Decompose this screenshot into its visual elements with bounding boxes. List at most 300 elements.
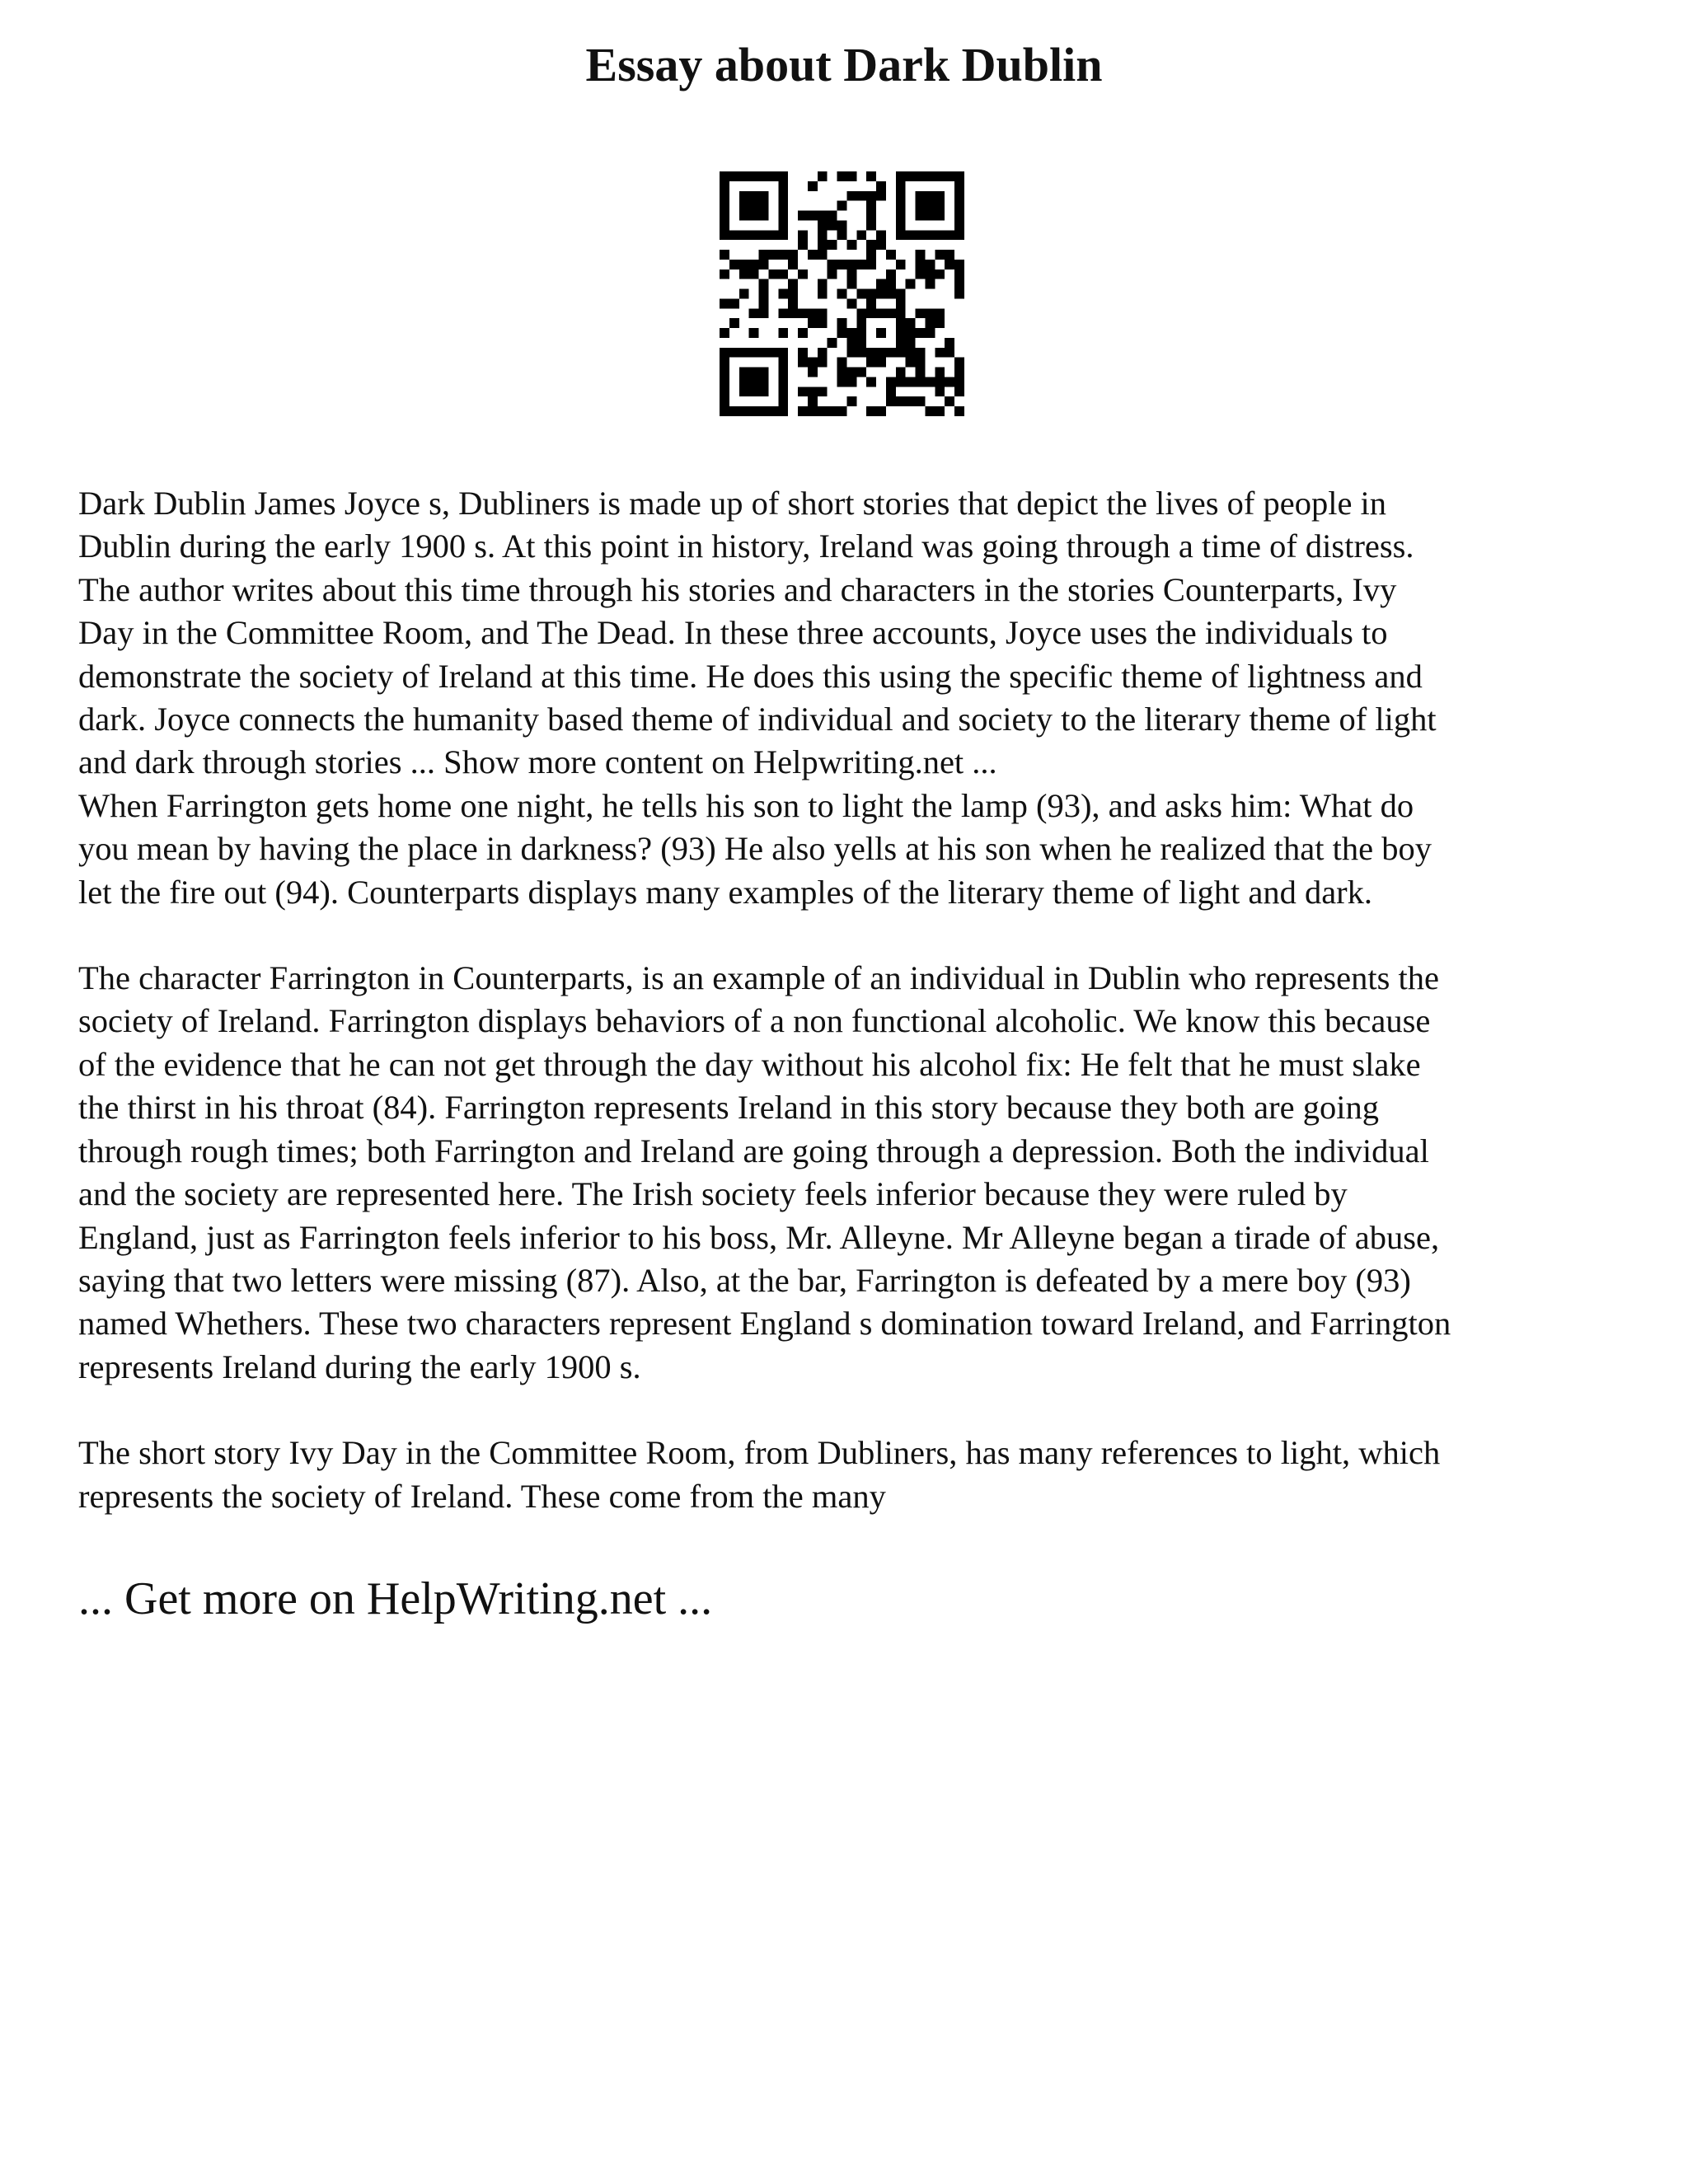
qr-module <box>808 250 818 260</box>
paragraph-ivy-day: The short story Ivy Day in the Committee Room, from Dubliners, has many references to light, which represents the society of Ireland. These come from the many <box>78 1434 1441 1515</box>
qr-module <box>749 328 759 338</box>
qr-module <box>876 191 886 201</box>
qr-module <box>759 279 769 289</box>
qr-module <box>916 368 926 377</box>
qr-module <box>837 368 847 377</box>
qr-module <box>916 211 926 221</box>
qr-module <box>768 348 778 358</box>
qr-module <box>818 240 828 250</box>
qr-module <box>916 358 926 368</box>
qr-module <box>906 318 916 328</box>
qr-module <box>846 328 856 338</box>
qr-module <box>720 250 729 260</box>
qr-module <box>808 396 818 406</box>
qr-module <box>739 230 749 240</box>
qr-module <box>876 358 886 368</box>
qr-module <box>788 260 798 269</box>
qr-module <box>866 260 876 269</box>
qr-module <box>866 348 876 358</box>
qr-module <box>856 308 866 318</box>
qr-module <box>935 368 945 377</box>
qr-module <box>846 377 856 387</box>
qr-module <box>916 377 926 387</box>
qr-module <box>866 250 876 260</box>
qr-module <box>749 348 759 358</box>
qr-module <box>818 308 828 318</box>
qr-module <box>739 348 749 358</box>
qr-module <box>856 260 866 269</box>
qr-module <box>925 279 935 289</box>
qr-module <box>866 298 876 308</box>
qr-module <box>916 250 926 260</box>
qr-module <box>739 201 749 211</box>
qr-module <box>916 396 926 406</box>
qr-module <box>896 220 906 230</box>
qr-module <box>876 289 886 299</box>
qr-module <box>720 181 729 191</box>
qr-module <box>876 181 886 191</box>
qr-module <box>945 377 954 387</box>
qr-module <box>778 181 788 191</box>
qr-module <box>886 269 896 279</box>
qr-module <box>768 230 778 240</box>
qr-module <box>846 338 856 348</box>
qr-module <box>896 201 906 211</box>
qr-module <box>749 230 759 240</box>
qr-module <box>925 211 935 221</box>
qr-module <box>916 191 926 201</box>
qr-module <box>945 230 954 240</box>
qr-module <box>896 308 906 318</box>
qr-module <box>798 269 808 279</box>
qr-module <box>818 348 828 358</box>
qr-module <box>954 377 964 387</box>
qr-module <box>759 250 769 260</box>
qr-module <box>720 201 729 211</box>
qr-module <box>818 358 828 368</box>
qr-module <box>896 318 906 328</box>
qr-module <box>896 289 906 299</box>
qr-module <box>906 338 916 348</box>
essay-body <box>78 482 1628 1518</box>
qr-module <box>906 396 916 406</box>
qr-module <box>778 377 788 387</box>
qr-module <box>759 289 769 299</box>
qr-module <box>729 260 739 269</box>
qr-module <box>896 328 906 338</box>
qr-module <box>896 211 906 221</box>
qr-module <box>808 358 818 368</box>
qr-module <box>856 368 866 377</box>
qr-module <box>935 387 945 396</box>
qr-module <box>768 269 778 279</box>
qr-module <box>896 377 906 387</box>
qr-module <box>837 328 847 338</box>
qr-module <box>828 240 837 250</box>
qr-module <box>818 220 828 230</box>
qr-module <box>720 406 729 416</box>
qr-module <box>846 171 856 181</box>
qr-module <box>876 406 886 416</box>
qr-module <box>896 260 906 269</box>
qr-module <box>925 269 935 279</box>
qr-module <box>945 171 954 181</box>
qr-module <box>808 318 818 328</box>
qr-module <box>856 230 866 240</box>
qr-module <box>935 211 945 221</box>
qr-module <box>778 289 788 299</box>
qr-module <box>739 406 749 416</box>
qr-module <box>759 308 769 318</box>
qr-module <box>778 348 788 358</box>
qr-module <box>837 201 847 211</box>
qr-module <box>886 387 896 396</box>
qr-module <box>739 289 749 299</box>
qr-module <box>886 396 896 406</box>
qr-module <box>828 338 837 348</box>
qr-module <box>808 308 818 318</box>
qr-module <box>866 240 876 250</box>
qr-module <box>720 298 729 308</box>
qr-module <box>729 230 739 240</box>
qr-module <box>916 260 926 269</box>
qr-module <box>828 220 837 230</box>
qr-module <box>798 308 808 318</box>
qr-module <box>808 181 818 191</box>
qr-module <box>945 396 954 406</box>
qr-module <box>759 171 769 181</box>
qr-module <box>916 328 926 338</box>
qr-module <box>778 368 788 377</box>
qr-module <box>818 289 828 299</box>
qr-module <box>818 171 828 181</box>
qr-module <box>837 260 847 269</box>
qr-module <box>925 201 935 211</box>
qr-module <box>925 328 935 338</box>
qr-module <box>876 348 886 358</box>
qr-module <box>935 269 945 279</box>
qr-module <box>749 260 759 269</box>
qr-module <box>768 171 778 181</box>
qr-module <box>954 191 964 201</box>
qr-module <box>818 387 828 396</box>
qr-module <box>896 348 906 358</box>
qr-module <box>798 240 808 250</box>
qr-module <box>778 387 788 396</box>
qr-module <box>876 308 886 318</box>
qr-module <box>749 377 759 387</box>
qr-module <box>739 269 749 279</box>
qr-module <box>886 308 896 318</box>
qr-module <box>798 406 808 416</box>
qr-module <box>720 211 729 221</box>
qr-module <box>788 250 798 260</box>
qr-module <box>778 308 788 318</box>
qr-module <box>808 387 818 396</box>
qr-module <box>837 358 847 368</box>
qr-module <box>886 250 896 260</box>
qr-module <box>749 269 759 279</box>
qr-module <box>837 220 847 230</box>
qr-module <box>954 201 964 211</box>
qr-module <box>749 201 759 211</box>
qr-module <box>916 348 926 358</box>
qr-module <box>935 406 945 416</box>
qr-module <box>720 348 729 358</box>
qr-module <box>778 220 788 230</box>
qr-module <box>798 387 808 396</box>
qr-module <box>749 387 759 396</box>
qr-module <box>808 368 818 377</box>
qr-module <box>925 308 935 318</box>
qr-module <box>798 328 808 338</box>
qr-module <box>954 171 964 181</box>
qr-module <box>749 308 759 318</box>
qr-module <box>866 289 876 299</box>
qr-module <box>749 171 759 181</box>
qr-module <box>739 191 749 201</box>
qr-module <box>846 260 856 269</box>
paragraph-farrington-home: When Farrington gets home one night, he tells his son to light the lamp (93), and asks him: What do you mean by having the place in darkness? (93) He also yells at his son when he realized that the boy let the fire out (94). Counterparts displays many examples of the literary theme of light and dark. <box>78 786 1432 911</box>
paragraph-farrington-character: The character Farrington in Counterparts, is an example of an individual in Dublin who represents the society of Ireland. Farrington displays behaviors of a non functional alcoholic. We know this because of the evidence that he can not get through the day without his alcohol fix: He felt that he must slake the thirst in his throat (84). Farrington represents Ireland in this story because they both are going through rough times; both Farrington and Ireland are going through a depression. Both the individual and the society are represented here. The Irish society feels inferior because they were ruled by England, just as Farrington feels inferior to his boss, Mr. Alleyne. Mr Alleyne began a tirade of abuse, saying that two letters were missing (87). Also, at the bar, Farrington is defeated by a mere boy (93) named Whethers. These two characters represent England s domination toward Ireland, and Farrington represents Ireland during the early 1900 s. <box>78 959 1451 1385</box>
qr-module <box>788 298 798 308</box>
qr-module <box>896 298 906 308</box>
qr-module <box>866 211 876 221</box>
qr-module <box>739 171 749 181</box>
qr-module <box>866 377 876 387</box>
qr-module <box>778 191 788 201</box>
qr-module <box>828 211 837 221</box>
qr-module <box>866 191 876 201</box>
get-more-link[interactable]: ... Get more on HelpWriting.net ... <box>78 1573 713 1624</box>
qr-module <box>945 250 954 260</box>
qr-module <box>925 377 935 387</box>
qr-module <box>788 308 798 318</box>
qr-module <box>778 328 788 338</box>
qr-module <box>954 387 964 396</box>
qr-module <box>788 289 798 299</box>
qr-module <box>778 396 788 406</box>
qr-module <box>759 348 769 358</box>
qr-module <box>954 230 964 240</box>
qr-module <box>837 377 847 387</box>
qr-module <box>759 377 769 387</box>
qr-module <box>935 348 945 358</box>
qr-module <box>778 201 788 211</box>
qr-module <box>866 358 876 368</box>
qr-module <box>798 358 808 368</box>
qr-module <box>818 250 828 260</box>
qr-module <box>739 260 749 269</box>
qr-module <box>808 406 818 416</box>
qr-module <box>925 191 935 201</box>
qr-module <box>818 211 828 221</box>
qr-module <box>916 171 926 181</box>
qr-module <box>837 171 847 181</box>
qr-module <box>866 406 876 416</box>
qr-module <box>856 289 866 299</box>
qr-module <box>759 191 769 201</box>
qr-module <box>906 171 916 181</box>
qr-module <box>925 406 935 416</box>
qr-module <box>916 269 926 279</box>
qr-module <box>720 328 729 338</box>
qr-module <box>945 338 954 348</box>
qr-module <box>906 348 916 358</box>
qr-module <box>886 279 896 289</box>
qr-module <box>954 279 964 289</box>
qr-module <box>954 368 964 377</box>
qr-module <box>866 308 876 318</box>
qr-module <box>828 269 837 279</box>
qr-module <box>925 260 935 269</box>
qr-module <box>778 211 788 221</box>
qr-module <box>720 171 729 181</box>
qr-module <box>846 269 856 279</box>
qr-module <box>759 230 769 240</box>
qr-module <box>945 348 954 358</box>
qr-module <box>846 240 856 250</box>
qr-module <box>828 260 837 269</box>
qr-module <box>876 240 886 250</box>
qr-module <box>866 171 876 181</box>
qr-module <box>856 191 866 201</box>
qr-code-icon <box>720 171 964 416</box>
qr-module <box>906 279 916 289</box>
qr-module <box>925 171 935 181</box>
qr-module <box>954 181 964 191</box>
paragraph-intro: Dark Dublin James Joyce s, Dubliners is made up of short stories that depict the lives of people in Dublin during the early 1900 s. At this point in history, Ireland was going through a time of distress. The author writes about this time through his stories and characters in the stories Counterparts, Ivy Day in the Committee Room, and The Dead. In these three accounts, Joyce uses the individuals to demonstrate the society of Ireland at this time. He does this using the specific theme of lightness and dark. Joyce connects the humanity based theme of individual and society to the literary theme of light and dark through stories ... Show more content on Helpwriting.net ... <box>78 485 1437 781</box>
qr-module <box>906 230 916 240</box>
qr-module <box>818 279 828 289</box>
qr-module <box>759 368 769 377</box>
qr-module <box>856 338 866 348</box>
qr-module <box>749 368 759 377</box>
qr-module <box>749 191 759 201</box>
qr-module <box>837 230 847 240</box>
qr-module <box>739 368 749 377</box>
qr-module <box>828 406 837 416</box>
qr-module <box>720 387 729 396</box>
qr-module <box>778 171 788 181</box>
qr-module <box>818 230 828 240</box>
qr-module <box>954 358 964 368</box>
qr-module <box>846 348 856 358</box>
qr-module <box>954 220 964 230</box>
qr-module <box>837 318 847 328</box>
qr-module <box>925 318 935 328</box>
qr-module <box>896 230 906 240</box>
qr-module <box>739 377 749 387</box>
qr-module <box>846 396 856 406</box>
qr-module <box>886 348 896 358</box>
qr-module <box>720 269 729 279</box>
qr-module <box>935 250 945 260</box>
qr-module <box>720 368 729 377</box>
qr-module <box>720 396 729 406</box>
qr-module <box>739 387 749 396</box>
qr-module <box>720 230 729 240</box>
qr-module <box>768 406 778 416</box>
qr-module <box>954 269 964 279</box>
qr-module <box>759 387 769 396</box>
qr-module <box>759 201 769 211</box>
qr-module <box>935 171 945 181</box>
qr-module <box>954 289 964 299</box>
qr-module <box>846 279 856 289</box>
qr-module <box>856 348 866 358</box>
qr-module <box>916 201 926 211</box>
qr-module <box>866 220 876 230</box>
qr-module <box>759 298 769 308</box>
qr-module <box>729 348 739 358</box>
qr-module <box>935 201 945 211</box>
qr-module <box>837 406 847 416</box>
qr-module <box>916 230 926 240</box>
qr-module <box>846 191 856 201</box>
qr-module <box>729 298 739 308</box>
qr-module <box>925 230 935 240</box>
qr-module <box>720 377 729 387</box>
qr-module <box>798 348 808 358</box>
qr-module <box>778 250 788 260</box>
qr-module <box>729 318 739 328</box>
qr-module <box>856 318 866 328</box>
qr-module <box>808 211 818 221</box>
qr-module <box>886 289 896 299</box>
qr-module <box>906 358 916 368</box>
qr-module <box>954 406 964 416</box>
qr-module <box>856 328 866 338</box>
qr-module <box>798 230 808 240</box>
qr-module <box>768 250 778 260</box>
qr-module <box>896 191 906 201</box>
qr-module <box>778 269 788 279</box>
qr-module <box>720 220 729 230</box>
qr-module <box>818 406 828 416</box>
qr-module <box>846 298 856 308</box>
qr-module <box>837 289 847 299</box>
qr-module <box>906 377 916 387</box>
qr-module <box>935 191 945 201</box>
qr-module <box>896 396 906 406</box>
qr-module <box>759 406 769 416</box>
qr-module <box>739 211 749 221</box>
qr-module <box>876 230 886 240</box>
qr-module <box>720 358 729 368</box>
qr-module <box>954 211 964 221</box>
qr-module <box>778 406 788 416</box>
qr-module <box>906 328 916 338</box>
qr-module <box>798 211 808 221</box>
qr-module <box>759 260 769 269</box>
qr-module <box>729 171 739 181</box>
qr-module <box>720 191 729 201</box>
qr-module <box>935 230 945 240</box>
qr-module <box>876 279 886 289</box>
qr-module <box>759 211 769 221</box>
qr-module <box>954 260 964 269</box>
page-title: Essay about Dark Dublin <box>585 38 1103 91</box>
qr-module <box>729 406 739 416</box>
qr-module <box>935 308 945 318</box>
qr-module <box>778 358 788 368</box>
qr-module <box>896 171 906 181</box>
qr-module <box>876 328 886 338</box>
qr-module <box>896 338 906 348</box>
qr-module <box>896 368 906 377</box>
qr-module <box>886 377 896 387</box>
